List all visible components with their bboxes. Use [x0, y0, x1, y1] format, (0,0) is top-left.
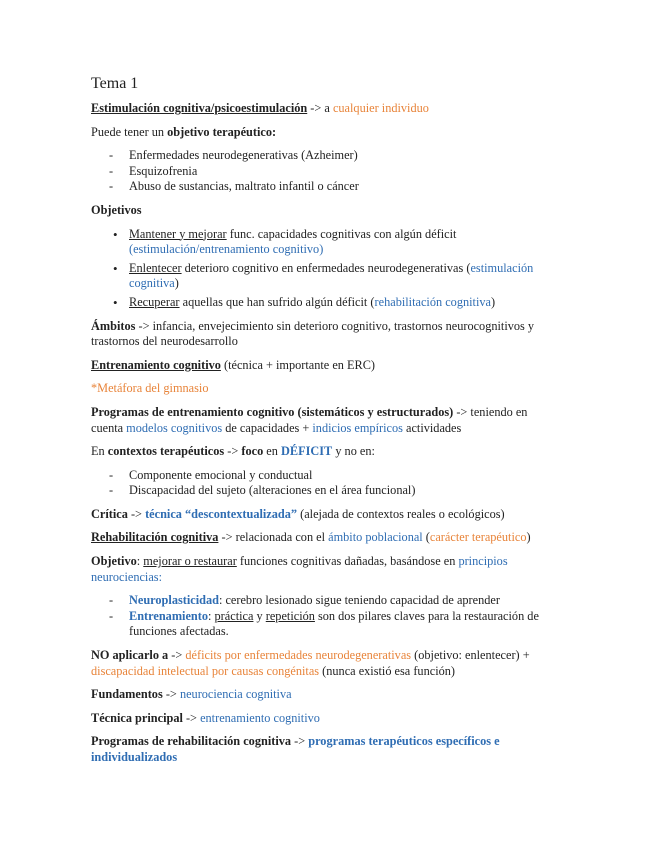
list-item: - Neuroplasticidad: cerebro lesionado sigue teniendo capacidad de aprender — [91, 593, 561, 609]
metafora-note: *Metáfora del gimnasio — [91, 381, 209, 396]
tecnica-paragraph: Técnica principal -> entrenamiento cognitivo — [91, 710, 320, 725]
rehabilitacion-heading: Rehabilitación cognitiva — [91, 530, 219, 545]
target-text: cualquier individuo — [332, 101, 429, 115]
estimulacion-heading: Estimulación cognitiva/psicoestimulación — [91, 101, 308, 115]
list-item: • Enlentecer deterioro cognitivo en enfermedades neurodegenerativas (estimulación cognitiva) — [91, 261, 561, 292]
page-title: Tema 1 — [91, 75, 139, 92]
entrenamiento-heading: Entrenamiento cognitivo — [91, 357, 221, 372]
rehabilitacion-paragraph: Rehabilitación cognitiva -> relacionada con el ámbito poblacional (carácter terapéutico) — [91, 530, 531, 545]
entrenamiento-paragraph: Entrenamiento cognitivo (técnica + importante en ERC) — [91, 357, 376, 372]
list-item: - Componente emocional y conductual — [91, 468, 561, 484]
programas-paragraph: Programas de entrenamiento cognitivo (sistemáticos y estructurados) -> teniendo en cuenta modelos cognitivos de capacidades + indicios empíricos actividades — [91, 404, 528, 435]
contextos-paragraph: En contextos terapéuticos -> foco en DÉFICIT y no en: — [91, 444, 375, 459]
ambitos-paragraph: Ámbitos -> infancia, envejecimiento sin deterioro cognitivo, trastornos neurocognitivos y trastornos del neurodesarrollo — [91, 318, 535, 349]
programas-rehab-paragraph: Programas de rehabilitación cognitiva -> programas terapéuticos específicos e individualizados — [91, 734, 500, 764]
list-item: - Esquizofrenia — [91, 164, 561, 180]
critica-paragraph: Crítica -> técnica “descontextualizada” (alejada de contextos reales o ecológicos) — [91, 506, 505, 521]
list-item: - Enfermedades neurodegenerativas (Azheimer) — [91, 148, 561, 164]
objetivos-list — [91, 227, 561, 311]
no-aplicar-paragraph: NO aplicarlo a -> déficits por enfermedades neurodegenerativas (objetivo: enlentecer) + discapacidad intelectual por causas congénitas (nunca existió esa función) — [91, 648, 530, 678]
document-body — [91, 101, 561, 774]
list-item: - Discapacidad del sujeto (alteraciones en el área funcional) — [91, 483, 561, 499]
list-item: • Mantener y mejorar func. capacidades cognitivas con algún déficit (estimulación/entrenamiento cognitivo) — [91, 227, 561, 258]
objetivo-paragraph: Objetivo: mejorar o restaurar funciones cognitivas dañadas, basándose en principios neurociencias: — [91, 554, 508, 584]
objetivos-heading: Objetivos — [91, 202, 142, 217]
fundamentos-paragraph: Fundamentos -> neurociencia cognitiva — [91, 687, 292, 702]
principios-list — [91, 593, 561, 640]
objetivo-terapeutico-list — [91, 148, 561, 195]
objetivo-terapeutico-paragraph: Puede tener un objetivo terapéutico: — [91, 124, 277, 139]
contextos-list — [91, 468, 561, 499]
estimulacion-paragraph: Estimulación cognitiva/psicoestimulación -> a cualquier individuo — [91, 101, 429, 115]
list-item: - Entrenamiento: práctica y repetición son dos pilares claves para la restauración de funciones afectadas. — [91, 609, 561, 640]
list-item: • Recuperar aquellas que han sufrido algún déficit (rehabilitación cognitiva) — [91, 295, 561, 311]
list-item: - Abuso de sustancias, maltrato infantil o cáncer — [91, 179, 561, 195]
